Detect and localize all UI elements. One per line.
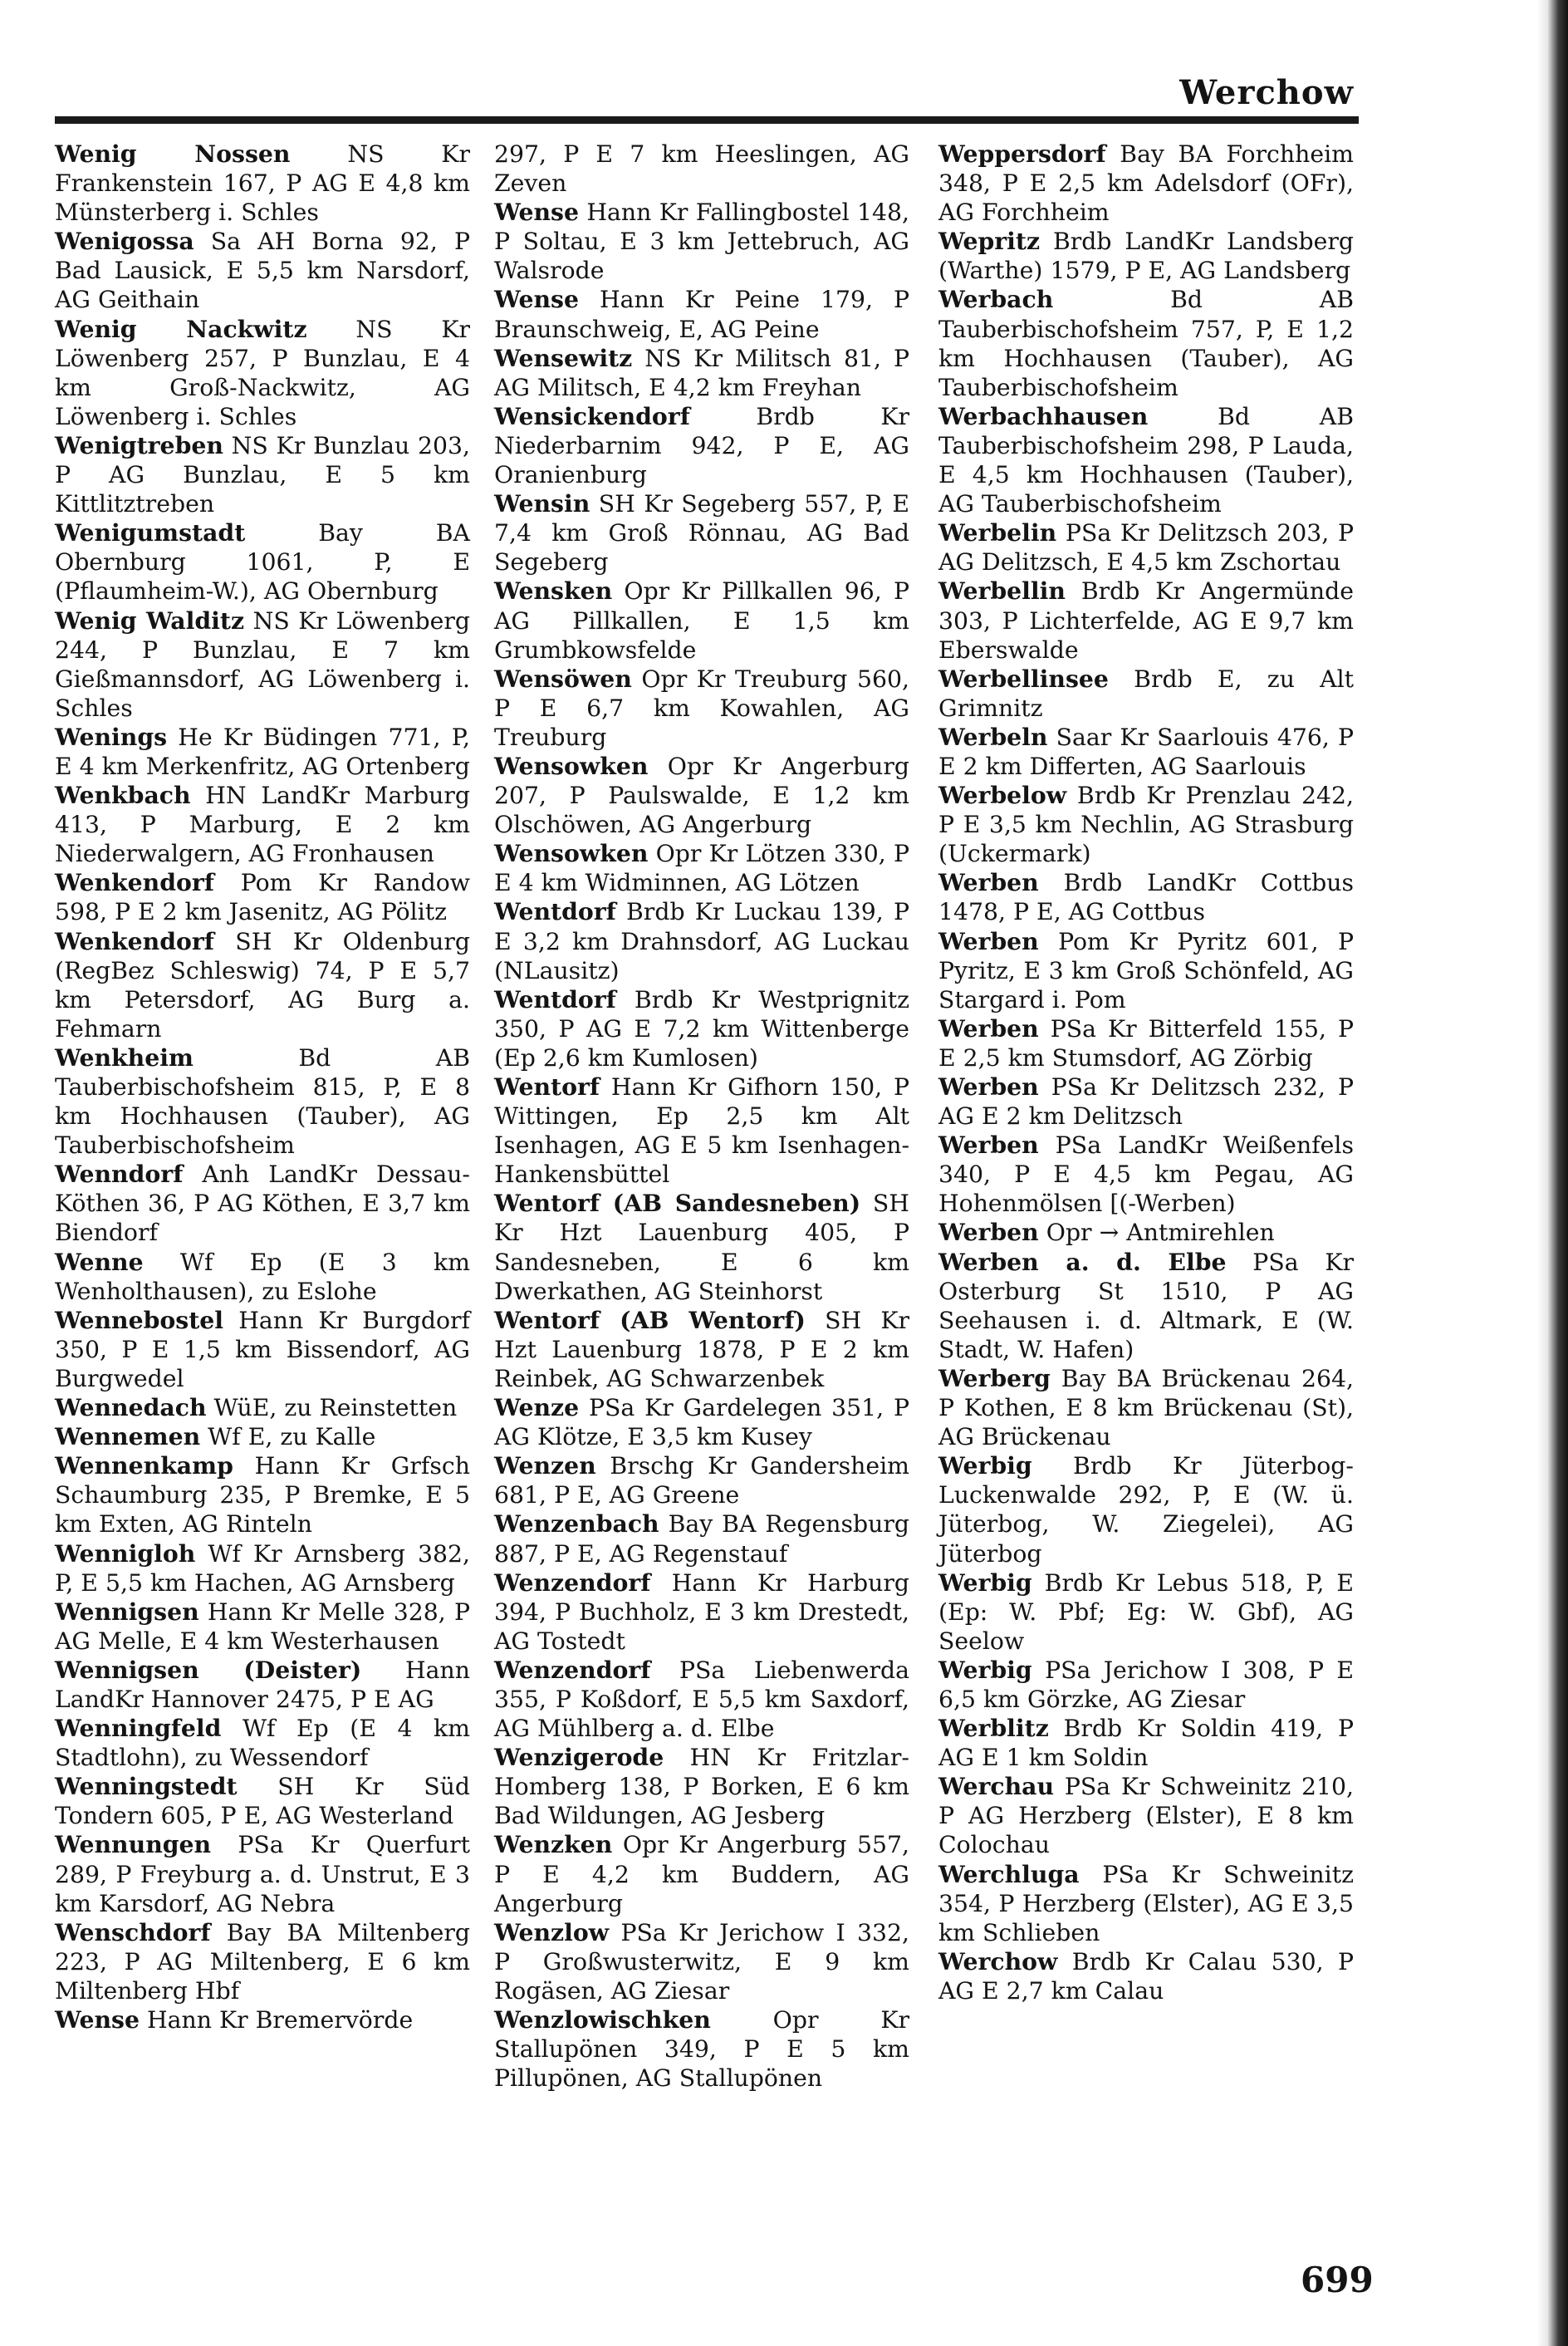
entry-headword: Wenndorf (55, 1160, 184, 1189)
entry-headword: Weppersdorf (938, 140, 1106, 168)
gazetteer-entry (938, 1656, 1354, 1714)
entry-headword: Wenzenbach (494, 1509, 659, 1539)
gazetteer-entry (55, 781, 470, 868)
gazetteer-entry (494, 285, 909, 343)
gazetteer-entry (494, 1072, 909, 1189)
entry-text: Opr Kr Stallupönen 349, P E 5 km Pillupönen, AG Stallupönen (494, 2006, 909, 2093)
gazetteer-entry (494, 1306, 909, 1393)
entry-headword: Wennigloh (55, 1539, 196, 1568)
entry-headword: Werben (938, 1072, 1039, 1101)
gazetteer-entry (938, 1860, 1354, 1947)
running-head: Werchow (1179, 73, 1354, 112)
gazetteer-entry (938, 227, 1354, 285)
gazetteer-entry (494, 1189, 909, 1305)
entry-text: Opr → Antmirehlen (1038, 1219, 1275, 1247)
entry-text: NS Kr Frankenstein 167, P AG E 4,8 km Münsterberg i. Schles (55, 140, 470, 227)
entry-text: SH Kr Süd Tondern 605, P E, AG Westerland (55, 1773, 470, 1830)
entry-text: Hann Kr Harburg 394, P Buchholz, E 3 km Drestedt, AG Tostedt (494, 1568, 909, 1655)
entry-headword: Wennungen (55, 1830, 212, 1859)
entry-headword: Wennebostel (55, 1305, 224, 1334)
gazetteer-entry (55, 1422, 470, 1451)
entry-headword: Werchow (938, 1946, 1058, 1975)
entry-headword: Werblitz (938, 1714, 1049, 1743)
entry-headword: Wennedach (55, 1393, 207, 1422)
entry-headword: Wensin (494, 489, 590, 518)
gazetteer-entry (55, 1306, 470, 1393)
gazetteer-entry (938, 1248, 1354, 1364)
gazetteer-entry (938, 665, 1354, 723)
gazetteer-entry (938, 723, 1354, 781)
entry-text: Brdb Kr Niederbarnim 942, P E, AG Oranienburg (494, 402, 909, 489)
gazetteer-entry (55, 1160, 470, 1247)
entry-headword: Werbachhausen (938, 401, 1149, 430)
gazetteer-entry (938, 1451, 1354, 1568)
gazetteer-entry (494, 2005, 909, 2093)
entry-text: Pom Kr Pyritz 601, P Pyritz, E 3 km Groß Schönfeld, AG Stargard i. Pom (938, 927, 1354, 1013)
column-2 (494, 140, 909, 2093)
gazetteer-entry (938, 518, 1354, 577)
gazetteer-entry (938, 1947, 1354, 2005)
entry-text: SH Kr Oldenburg (RegBez Schleswig) 74, P E 5,7 km Petersdorf, AG Burg a. Fehmarn (55, 927, 470, 1043)
entry-text: NS Kr Bunzlau 203, P AG Bunzlau, E 5 km Kittlitztreben (55, 431, 470, 518)
entry-text: NS Kr Löwenberg 244, P Bunzlau, E 7 km Gießmannsdorf, AG Löwenberg i. Schles (55, 606, 470, 722)
entry-text: Opr Kr Treuburg 560, P E 6,7 km Kowahlen, AG Treuburg (494, 665, 909, 751)
entry-text: SH Kr Hzt Lauenburg 1878, P E 2 km Reinbek, AG Schwarzenbek (494, 1306, 909, 1392)
entry-text: PSa Kr Osterburg St 1510, P AG Seehausen i. d. Altmark, E (W. Stadt, W. Hafen) (938, 1248, 1355, 1363)
entry-headword: Wenzigerode (494, 1743, 664, 1772)
gazetteer-entry (55, 315, 470, 431)
gazetteer-entry (55, 606, 470, 723)
entry-text: Sa AH Borna 92, P Bad Lausick, E 5,5 km Narsdorf, AG Geithain (55, 228, 470, 314)
gazetteer-entry (55, 1772, 470, 1830)
entry-text: NS Kr Löwenberg 257, P Bunzlau, E 4 km Groß-Nackwitz, AG Löwenberg i. Schles (55, 315, 470, 430)
entry-text: Anh LandKr Dessau-Köthen 36, P AG Köthen, E 3,7 km Biendorf (55, 1161, 470, 1247)
entry-text: Opr Kr Pillkallen 96, P AG Pillkallen, E 1,5 km Grumbkowsfelde (494, 577, 909, 664)
entry-text: Bay BA Regensburg 887, P E, AG Regenstauf (494, 1510, 909, 1568)
entry-headword: Wentdorf (494, 897, 616, 926)
entry-text: Bd AB Tauberbischofsheim 298, P Lauda, E 4,5 km Hochhausen (Tauber), AG Tauberbischofsheim (938, 402, 1354, 518)
entry-text: Hann Kr Fallingbostel 148, P Soltau, E 3 km Jettebruch, AG Walsrode (494, 199, 909, 285)
gazetteer-entry (938, 285, 1354, 401)
gazetteer-entry (938, 1772, 1354, 1859)
entry-text: PSa LandKr Weißenfels 340, P E 4,5 km Pegau, AG Hohenmölsen [(-Werben) (938, 1131, 1354, 1218)
gazetteer-entry (55, 140, 470, 227)
entry-headword: Wennigsen (55, 1597, 199, 1626)
entry-headword: Wentorf (AB Sandesneben) (494, 1189, 861, 1218)
entry-headword: Wenings (55, 722, 168, 751)
entry-text: Bd AB Tauberbischofsheim 815, P, E 8 km Hochhausen (Tauber), AG Tauberbischofsheim (55, 1043, 470, 1160)
entry-text: Wf Kr Arnsberg 382, P, E 5,5 km Hachen, AG Arnsberg (55, 1539, 470, 1597)
entry-text: Brdb Kr Soldin 419, P AG E 1 km Soldin (938, 1715, 1354, 1772)
gazetteer-entry (55, 1918, 470, 2005)
entry-headword: Werben a. d. Elbe (938, 1247, 1227, 1276)
entry-text: PSa Kr Querfurt 289, P Freyburg a. d. Unstrut, E 3 km Karsdorf, AG Nebra (55, 1831, 470, 1917)
entry-text: Wf Ep (E 3 km Wenholthausen), zu Eslohe (55, 1248, 470, 1305)
entry-text: PSa Kr Gardelegen 351, P AG Klötze, E 3,5 km Kusey (494, 1394, 909, 1451)
gazetteer-entry (938, 140, 1354, 227)
page-edge-shadow (1536, 0, 1568, 2346)
gazetteer-entry (494, 1451, 909, 1509)
entry-headword: Wensken (494, 577, 613, 606)
gazetteer-entry (55, 1248, 470, 1306)
entry-text: Brdb E, zu Alt Grimnitz (938, 665, 1354, 722)
entry-text: PSa Kr Delitzsch 232, P AG E 2 km Delitzsch (938, 1073, 1354, 1131)
entry-text: Hann Kr Grfsch Schaumburg 235, P Bremke, E 5 km Exten, AG Rinteln (55, 1452, 470, 1539)
entry-text: SH Kr Segeberg 557, P, E 7,4 km Groß Rönnau, AG Bad Segeberg (494, 490, 909, 577)
entry-headword: Wenkheim (55, 1043, 194, 1072)
gazetteer-entry (494, 489, 909, 577)
entry-text: Bd AB Tauberbischofsheim 757, P, E 1,2 km Hochhausen (Tauber), AG Tauberbischofsheim (938, 286, 1354, 401)
entry-text: Bay BA Miltenberg 223, P AG Miltenberg, E 6 km Miltenberg Hbf (55, 1918, 470, 2005)
gazetteer-entry (938, 1014, 1354, 1072)
gazetteer-entry (55, 431, 470, 518)
gazetteer-entry (938, 1714, 1354, 1772)
entry-headword: Wenig Nossen (55, 140, 291, 168)
entry-text: Brschg Kr Gandersheim 681, P E, AG Greene (494, 1452, 909, 1509)
gazetteer-entry (938, 1364, 1354, 1451)
entry-text: Brdb Kr Lebus 518, P, E (Ep: W. Pbf; Eg: W. Gbf), AG Seelow (938, 1568, 1354, 1655)
entry-headword: Wenzlow (494, 1917, 610, 1946)
gazetteer-entry (494, 198, 909, 285)
entry-headword: Wense (494, 198, 579, 227)
entry-text: Opr Kr Lötzen 330, P E 4 km Widminnen, AG Lötzen (494, 840, 909, 897)
entry-text: SH Kr Hzt Lauenburg 405, P Sandesneben, E 6 km Dwerkathen, AG Steinhorst (494, 1190, 909, 1305)
gazetteer-entry (55, 1539, 470, 1598)
entry-text: PSa Kr Delitzsch 203, P AG Delitzsch, E 4,5 km Zschortau (938, 519, 1354, 577)
entry-text: PSa Kr Bitterfeld 155, P E 2,5 km Stumsdorf, AG Zörbig (938, 1014, 1354, 1072)
gazetteer-entry (938, 1568, 1354, 1656)
entry-text: Brdb Kr Angermünde 303, P Lichterfelde, AG E 9,7 km Eberswalde (938, 577, 1354, 664)
entry-headword: Wennemen (55, 1422, 201, 1451)
column-1 (55, 140, 470, 2034)
entry-text: 297, P E 7 km Heeslingen, AG Zeven (494, 140, 909, 198)
entry-text: Brdb LandKr Landsberg (Warthe) 1579, P E, AG Landsberg (938, 228, 1354, 285)
entry-headword: Wense (55, 2005, 140, 2034)
gazetteer-entry (55, 927, 470, 1043)
entry-text: HN Kr Fritzlar-Homberg 138, P Borken, E 6 km Bad Wildungen, AG Jesberg (494, 1744, 909, 1830)
entry-headword: Wensöwen (494, 664, 632, 693)
entry-headword: Wepritz (938, 227, 1041, 256)
gazetteer-entry (938, 577, 1354, 664)
entry-headword: Werchau (938, 1772, 1055, 1801)
entry-headword: Wentorf (AB Wentorf) (494, 1305, 806, 1334)
gazetteer-entry (55, 1393, 470, 1422)
entry-text: PSa Kr Jerichow I 332, P Großwusterwitz, E 9 km Rogäsen, AG Ziesar (494, 1918, 909, 2005)
entry-text: Wf Ep (E 4 km Stadtlohn), zu Wessendorf (55, 1715, 470, 1772)
entry-text: PSa Kr Schweinitz 354, P Herzberg (Elster), AG E 3,5 km Schlieben (938, 1860, 1354, 1946)
entry-text: Wf E, zu Kalle (200, 1423, 376, 1451)
entry-headword: Wenkbach (55, 781, 191, 810)
entry-text: Brdb Kr Prenzlau 242, P E 3,5 km Nechlin, AG Strasburg (Uckermark) (938, 782, 1354, 868)
gazetteer-entry (494, 577, 909, 664)
entry-headword: Werbeln (938, 722, 1048, 751)
entry-headword: Wenningstedt (55, 1772, 238, 1801)
gazetteer-entry (55, 1598, 470, 1656)
entry-headword: Werben (938, 926, 1039, 955)
entry-text: NS Kr Militsch 81, P AG Militsch, E 4,2 km Freyhan (494, 344, 909, 401)
entry-headword: Werben (938, 1013, 1039, 1043)
entry-headword: Wenkendorf (55, 926, 214, 955)
gazetteer-entry (938, 402, 1354, 518)
entry-headword: Werben (938, 1218, 1039, 1247)
gazetteer-entry (494, 1568, 909, 1656)
entry-text: PSa Kr Schweinitz 210, P AG Herzberg (Elster), E 8 km Colochau (938, 1773, 1354, 1859)
gazetteer-entry (494, 1656, 909, 1743)
gazetteer-entry (494, 665, 909, 752)
entry-headword: Wenningfeld (55, 1714, 222, 1743)
entry-headword: Wensewitz (494, 343, 633, 372)
gazetteer-entry (55, 1656, 470, 1714)
entry-headword: Wensowken (494, 839, 649, 868)
entry-text: Brdb LandKr Cottbus 1478, P E, AG Cottbus (938, 869, 1354, 926)
entry-headword: Wennigsen (Deister) (55, 1655, 362, 1684)
gazetteer-entry (55, 1830, 470, 1917)
entry-headword: Wennenkamp (55, 1451, 233, 1480)
entry-text: Hann LandKr Hannover 2475, P E AG (55, 1656, 470, 1713)
entry-text: Hann Kr Burgdorf 350, P E 1,5 km Bissendorf, AG Burgwedel (55, 1306, 470, 1392)
entry-headword: Wenigtreben (55, 430, 223, 459)
entry-headword: Werbelow (938, 781, 1067, 810)
entry-headword: Wentorf (494, 1072, 600, 1101)
entry-text: Bay BA Brückenau 264, P Kothen, E 8 km Brückenau (St), AG Brückenau (938, 1364, 1354, 1451)
entry-headword: Wenkendorf (55, 868, 214, 897)
entry-text: Hann Kr Peine 179, P Braunschweig, E, AG Peine (494, 286, 909, 343)
entry-headword: Wensowken (494, 751, 649, 780)
gazetteer-entry (938, 1072, 1354, 1131)
entry-text: Brdb Kr Westprignitz 350, P AG E 7,2 km Wittenberge (Ep 2,6 km Kumlosen) (494, 985, 909, 1072)
entry-headword: Wenig Walditz (55, 606, 245, 635)
gazetteer-entry (55, 868, 470, 926)
gazetteer-entry (938, 927, 1354, 1014)
entry-headword: Wenzen (494, 1451, 596, 1480)
entry-headword: Wenzendorf (494, 1568, 651, 1597)
entry-headword: Wentdorf (494, 984, 616, 1013)
gazetteer-entry (55, 2005, 470, 2034)
entry-headword: Werbig (938, 1655, 1032, 1684)
gazetteer-entry (494, 402, 909, 489)
entry-headword: Wenze (494, 1393, 580, 1422)
entry-headword: Wenzendorf (494, 1655, 651, 1684)
gazetteer-entry (494, 1743, 909, 1830)
entry-text: Pom Kr Randow 598, P E 2 km Jasenitz, AG Pölitz (55, 869, 470, 926)
entry-text: Bay BA Forchheim 348, P E 2,5 km Adelsdorf (OFr), AG Forchheim (938, 140, 1354, 227)
entry-text: WüE, zu Reinstetten (206, 1394, 458, 1422)
entry-headword: Werchluga (938, 1859, 1080, 1888)
gazetteer-entry (494, 1393, 909, 1451)
entry-text: Brdb Kr Jüterbog-Luckenwalde 292, P, E (W. ü. Jüterbog, W. Ziegelei), AG Jüterbog (938, 1452, 1354, 1568)
entry-text: Hann Kr Melle 328, P AG Melle, E 4 km Westerhausen (55, 1598, 470, 1655)
entry-headword: Wense (494, 285, 579, 314)
entry-headword: Wenzlowischken (494, 2005, 711, 2034)
entry-text: He Kr Büdingen 771, P, E 4 km Merkenfritz, AG Ortenberg (55, 723, 470, 780)
entry-headword: Werbellinsee (938, 664, 1109, 693)
entry-text: Bay BA Obernburg 1061, P, E (Pflaumheim-W.), AG Obernburg (55, 519, 470, 606)
gazetteer-entry (938, 868, 1354, 926)
gazetteer-entry (938, 781, 1354, 868)
gazetteer-entry (55, 1714, 470, 1772)
entry-headword: Wenzken (494, 1830, 613, 1859)
entry-text: PSa Jerichow I 308, P E 6,5 km Görzke, AG Ziesar (938, 1656, 1354, 1713)
entry-text: Opr Kr Angerburg 557, P E 4,2 km Buddern, AG Angerburg (494, 1831, 909, 1917)
column-3 (938, 140, 1354, 2005)
entry-text: Hann Kr Bremervörde (139, 2006, 414, 2034)
gazetteer-entry (55, 518, 470, 606)
entry-headword: Werbig (938, 1568, 1032, 1597)
gazetteer-entry (938, 1131, 1354, 1218)
gazetteer-entry (55, 723, 470, 781)
entry-headword: Werbellin (938, 577, 1066, 606)
entry-text: Brdb Kr Calau 530, P AG E 2,7 km Calau (938, 1947, 1354, 2005)
entry-text: Opr Kr Angerburg 207, P Paulswalde, E 1,2 km Olschöwen, AG Angerburg (494, 752, 909, 839)
page-number: 699 (1301, 2260, 1374, 2300)
gazetteer-entry (494, 1509, 909, 1568)
gazetteer-entry (494, 897, 909, 984)
gazetteer-entry (55, 1451, 470, 1539)
gazetteer-entry (494, 985, 909, 1072)
entry-text: HN LandKr Marburg 413, P Marburg, E 2 km Niederwalgern, AG Fronhausen (55, 782, 470, 868)
gazetteer-entry (494, 344, 909, 402)
gazetteer-entry (494, 1918, 909, 2005)
entry-headword: Werben (938, 1131, 1039, 1160)
entry-text: Brdb Kr Luckau 139, P E 3,2 km Drahnsdorf, AG Luckau (NLausitz) (494, 898, 909, 984)
entry-headword: Werbach (938, 285, 1054, 314)
gazetteer-entry (55, 227, 470, 314)
entry-headword: Werbelin (938, 518, 1057, 547)
entry-headword: Wenschdorf (55, 1917, 211, 1946)
gazetteer-entry (55, 1043, 470, 1160)
entry-headword: Wenig Nackwitz (55, 314, 307, 343)
entry-headword: Wenigossa (55, 227, 194, 256)
entry-text: PSa Liebenwerda 355, P Koßdorf, E 5,5 km Saxdorf, AG Mühlberg a. d. Elbe (494, 1656, 909, 1743)
gazetteer-entry (494, 140, 909, 198)
gazetteer-entry (494, 1830, 909, 1917)
entry-headword: Wenigumstadt (55, 518, 246, 547)
entry-headword: Werberg (938, 1363, 1051, 1392)
gazetteer-entry (938, 1218, 1354, 1247)
entry-text: Saar Kr Saarlouis 476, P E 2 km Differten, AG Saarlouis (938, 723, 1354, 780)
gazetteer-entry (494, 839, 909, 897)
entry-headword: Wensickendorf (494, 401, 690, 430)
gazetteer-entry (494, 752, 909, 839)
header-rule (55, 116, 1359, 124)
entry-headword: Werbig (938, 1451, 1032, 1480)
entry-headword: Werben (938, 868, 1039, 897)
entry-headword: Wenne (55, 1247, 144, 1276)
entry-text: Hann Kr Gifhorn 150, P Wittingen, Ep 2,5 km Alt Isenhagen, AG E 5 km Isenhagen-Hankensbüttel (494, 1073, 909, 1189)
